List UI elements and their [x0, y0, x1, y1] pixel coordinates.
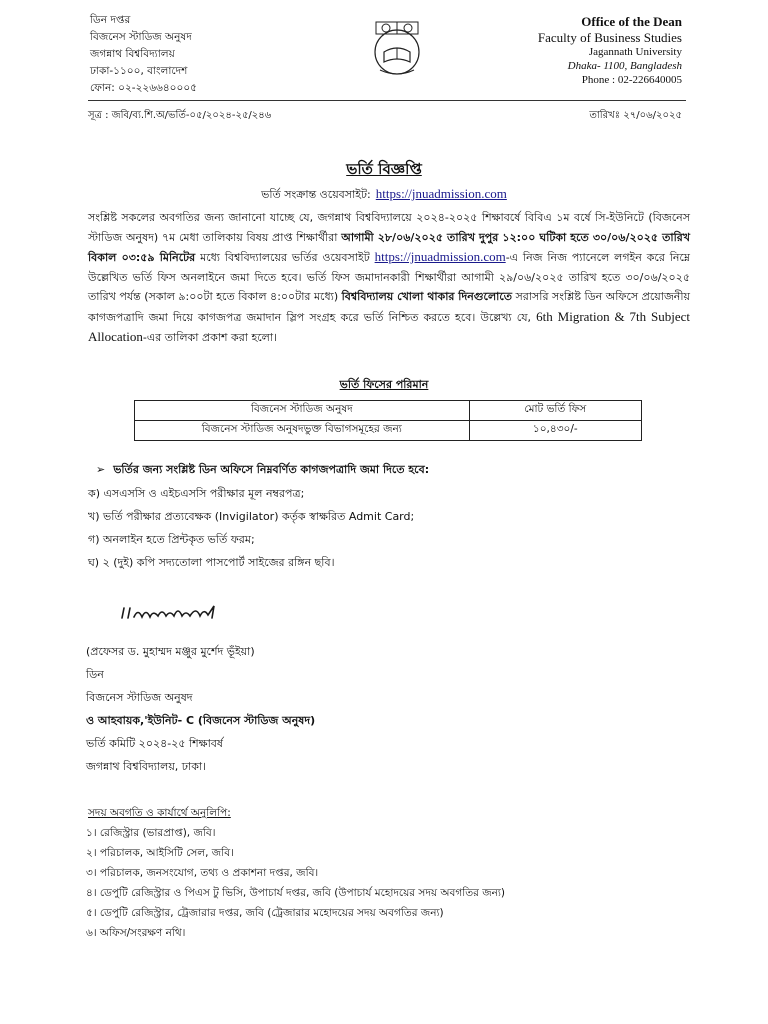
fee-table-cell-department: বিজনেস স্টাডিজ অনুষদভুক্ত বিভাগসমূহের জন্য [135, 421, 470, 441]
body-text-3: -এ নিজ নিজ প্যানেলে লগইন করে নিম্নে উল্লেখিত ভর্তি ফিস অনলাইনে জমা দিতে হবে। ভর্তি ফিস জমাদানকারী শিক্ষার্থীরা আগামী ২৯/০৬/২০২৫ তারিখ হতে ৩০/০৬/২০২৫ তারিখ পর্যন্ত (সকাল ৯:০০টা হতে বিকাল ৪:০০টার মধ্যে) [88, 251, 691, 303]
signatory-committee: ভর্তি কমিটি ২০২৪-২৫ শিক্ষাবর্ষ [86, 737, 223, 750]
cc-item: ২। পরিচালক, আইসিটি সেল, জবি। [86, 847, 234, 859]
fee-table-row [135, 421, 642, 441]
fee-title: ভর্তি ফিসের পরিমান [339, 378, 429, 391]
phone-en: Phone : 02-226640005 [581, 74, 682, 86]
doc-item: ক) এসএসসি ও এইচএসসি পরীক্ষার মূল নম্বরপত্র; [88, 487, 305, 500]
doc-item: খ) ভর্তি পরীক্ষার প্রত্যবেক্ষক (Invigilator) কর্তৃক স্বাক্ষরিত Admit Card; [88, 510, 415, 523]
fee-table-header-faculty: বিজনেস স্টাডিজ অনুষদ [135, 401, 470, 421]
body-website-link[interactable]: https://jnuadmission.com [374, 249, 506, 264]
fee-table-header-row [135, 401, 642, 421]
fee-table-header-total: মোট ভর্তি ফিস [469, 401, 641, 421]
body-text-2: মধ্যে বিশ্ববিদ্যালয়ের ভর্তির ওয়েবসাইট [195, 251, 375, 264]
cc-item: ৩। পরিচালক, জনসংযোগ, তথ্য ও প্রকাশনা দপ্তর, জবি। [86, 867, 319, 879]
signatory-name: (প্রফেসর ড. মুহাম্মদ মঞ্জুর মুর্শেদ ভূঁইয়া) [86, 645, 255, 658]
notice-title: ভর্তি বিজ্ঞপ্তি [346, 160, 422, 178]
address-bn: ঢাকা-১১০০, বাংলাদেশ [90, 65, 188, 77]
cc-heading: সদয় অবগতি ও কার্যার্থে অনুলিপি: [88, 807, 231, 819]
arrowhead-bullet-icon: ➢ [96, 463, 106, 476]
memo-reference: সূত্র : জবি/ব্য.শি.অ/ভর্তি-০৫/২০২৪-২৫/২৪৬ [88, 110, 272, 121]
university-name-en: Jagannath University [588, 46, 682, 58]
website-label: ভর্তি সংক্রান্ত ওয়েবসাইট: [261, 188, 371, 201]
handwritten-signature [118, 602, 228, 624]
signatory-title: ডিন [86, 668, 104, 681]
cc-item: ১। রেজিস্ট্রার (ভারপ্রাপ্ত), জবি। [86, 827, 216, 839]
body-bold-2: বিশ্ববিদ্যালয় খোলা থাকার দিনগুলোতে [341, 290, 513, 303]
university-name-bn: জগন্নাথ বিশ্ববিদ্যালয় [90, 48, 175, 60]
signatory-university: জগন্নাথ বিশ্ববিদ্যালয়, ঢাকা। [86, 760, 207, 773]
phone-bn: ফোন: ০২-২২৬৬৪০০০৫ [90, 82, 197, 94]
notice-body [88, 208, 690, 348]
signatory-faculty: বিজনেস স্টাডিজ অনুষদ [86, 691, 193, 704]
body-text-1: সংশ্লিষ্ট সকলের অবগতির জন্য জানানো যাচ্ছে যে, জগন্নাথ বিশ্ববিদ্যালয়ে ২০২৪-২০২৫ শিক্ষাবর্ষে বিবিএ ১ম বর্ষে সি-ইউনিটে (বিজনেস স্টাডিজ অনুষদ) ৭ম মেধা তালিকায় বিষয় প্রাপ্ত শিক্ষার্থীরা [88, 211, 690, 244]
cc-item: ৬। অফিস/সংরক্ষণ নথি। [86, 927, 186, 939]
body-english-tail: 6th Migration & 7th Subject Allocation [88, 308, 690, 344]
cc-item: ৫। ডেপুটি রেজিস্ট্রার, ট্রেজারার দপ্তর, জবি (ট্রেজারার মহোদয়ের সদয় অবগতির জন্য) [86, 907, 444, 919]
body-bold-1: আগামী ২৮/০৬/২০২৫ তারিখ দুপুর ১২:০০ ঘটিকা হতে ৩০/০৬/২০২৫ তারিখ বিকাল ০৩:৫৯ মিনিটের [88, 230, 690, 264]
header-divider [88, 100, 686, 101]
faculty-name-bn: বিজনেস স্টাডিজ অনুষদ [90, 31, 192, 43]
fee-table-cell-amount: ১০,৪৩০/- [469, 421, 641, 441]
docs-heading-text: ভর্তির জন্য সংশ্লিষ্ট ডিন অফিসে নিম্নবর্ণিত কাগজপত্রাদি জমা দিতে হবে: [113, 463, 430, 476]
university-seal-icon [362, 12, 432, 78]
doc-item: গ) অনলাইন হতে প্রিন্টকৃত ভর্তি ফরম; [88, 533, 255, 546]
office-title-en: Office of the Dean [581, 14, 682, 29]
memo-date: তারিখঃ ২৭/০৬/২০২৫ [589, 110, 682, 121]
address-en: Dhaka- 1100, Bangladesh [567, 60, 682, 72]
body-text-5: -এর তালিকা প্রকাশ করা হলো। [142, 331, 277, 344]
docs-heading [96, 461, 429, 480]
fee-table [134, 400, 642, 441]
signatory-convener: ও আহবায়ক,'ইউনিট- C (বিজনেস স্টাডিজ অনুষদ) [86, 714, 316, 727]
body-text-4: সরাসরি সংশ্লিষ্ট ডিন অফিসে প্রয়োজনীয় কাগজপত্রাদি জমা দিয়ে কাগজপত্র জমাদান স্লিপ সংগ্রহ করে ভর্তি নিশ্চিত করতে হবে। উল্লেখ্য যে, [88, 290, 690, 324]
office-name-bn: ডিন দপ্তর [90, 14, 131, 26]
website-link[interactable]: https://jnuadmission.com [375, 186, 507, 201]
doc-item: ঘ) ২ (দুই) কপি সদ্যতোলা পাসপোর্ট সাইজের রঙ্গিন ছবি। [88, 556, 335, 569]
cc-item: ৪। ডেপুটি রেজিস্ট্রার ও পিএস টু ভিসি, উপাচার্য দপ্তর, জবি (উপাচার্য মহোদয়ের সদয় অবগতির জন্য) [86, 887, 506, 899]
website-line [0, 183, 768, 205]
faculty-name-en: Faculty of Business Studies [537, 30, 682, 45]
